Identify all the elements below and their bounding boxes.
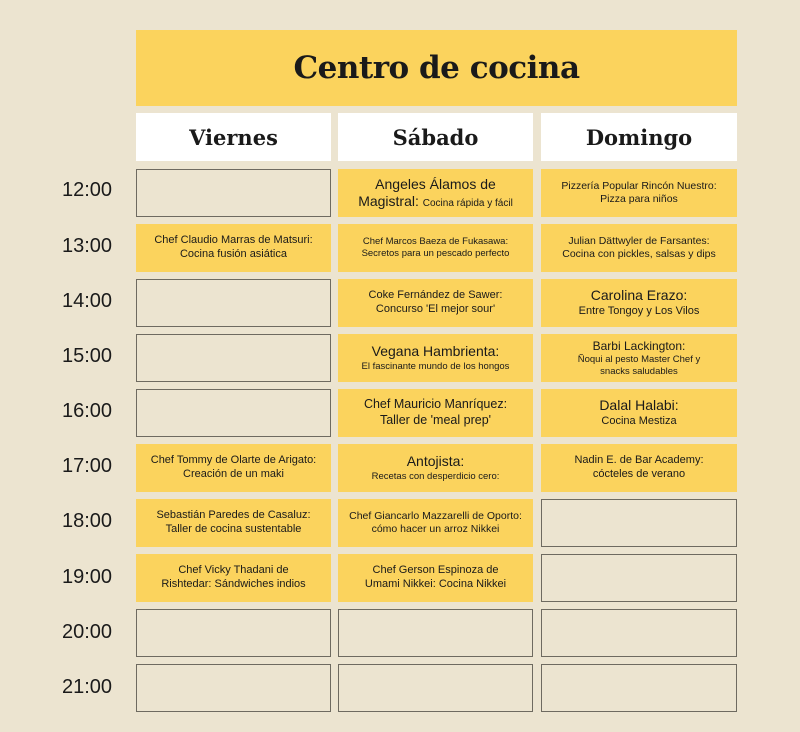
session-card[interactable]	[541, 389, 737, 437]
session-card[interactable]	[541, 334, 737, 382]
session-presenter: Angeles Álamos de	[375, 175, 496, 192]
session-card[interactable]	[541, 279, 737, 327]
session-topic: Magistral: Cocina rápida y fácil	[358, 193, 513, 209]
session-card[interactable]	[338, 499, 533, 547]
session-card[interactable]	[136, 499, 331, 547]
session-presenter: Chef Marcos Baeza de Fukasawa:	[362, 236, 509, 248]
empty-slot	[541, 554, 737, 602]
session-card[interactable]	[136, 554, 331, 602]
session-card[interactable]	[541, 169, 737, 217]
session-topic: Creación de un maki	[183, 468, 284, 480]
session-presenter: Chef Vicky Thadani de	[178, 564, 289, 577]
empty-slot	[136, 664, 331, 712]
day-header-viernes: Viernes	[136, 113, 331, 161]
session-presenter: Carolina Erazo:	[590, 287, 688, 304]
empty-slot	[338, 609, 533, 657]
session-topic: cómo hacer un arroz Nikkei	[371, 523, 500, 535]
session-topic: Rishtedar: Sándwiches indios	[161, 578, 306, 590]
session-topic: Ñoqui al pesto Master Chef y	[577, 353, 701, 365]
session-topic: Concurso 'El mejor sour'	[375, 303, 496, 315]
session-presenter: Coke Fernández de Sawer:	[368, 289, 503, 302]
empty-slot	[136, 389, 331, 437]
session-topic: Pizza para niños	[600, 193, 678, 205]
session-card[interactable]	[338, 279, 533, 327]
session-card[interactable]	[338, 334, 533, 382]
session-presenter: Chef Gerson Espinoza de	[372, 564, 499, 577]
empty-slot	[136, 609, 331, 657]
time-label: 20:00	[62, 621, 113, 643]
session-topic: Cocina con pickles, salsas y dips	[562, 248, 716, 260]
session-topic: Taller de cocina sustentable	[165, 523, 302, 535]
session-presenter: Julian Dättwyler de Farsantes:	[568, 234, 710, 247]
session-topic-continued: snacks saludables	[600, 365, 678, 377]
time-label: 19:00	[62, 566, 113, 588]
session-topic: Recetas con desperdicio cero:	[371, 470, 500, 482]
empty-slot	[541, 499, 737, 547]
day-header-domingo: Domingo	[541, 113, 737, 161]
session-presenter: Barbi Lackington:	[592, 338, 686, 353]
session-card[interactable]	[136, 224, 331, 272]
empty-slot	[136, 279, 331, 327]
title-banner	[136, 30, 737, 106]
session-card[interactable]	[338, 224, 533, 272]
session-presenter: Pizzería Popular Rincón Nuestro:	[561, 179, 717, 192]
session-card[interactable]	[541, 224, 737, 272]
session-topic: Cocina Mestiza	[601, 414, 677, 427]
empty-slot	[136, 334, 331, 382]
session-card[interactable]	[541, 444, 737, 492]
session-topic: Secretos para un pescado perfecto	[361, 248, 510, 259]
session-presenter: Chef Giancarlo Mazzarelli de Oporto:	[349, 509, 522, 522]
session-card[interactable]	[338, 444, 533, 492]
session-presenter: Sebastián Paredes de Casaluz:	[156, 509, 311, 522]
session-presenter: Chef Claudio Marras de Matsuri:	[154, 234, 313, 247]
session-topic: cócteles de verano	[592, 468, 686, 480]
page-title: Centro de cocina	[293, 50, 580, 86]
session-presenter: Chef Mauricio Manríquez:	[363, 397, 508, 412]
time-label: 12:00	[62, 179, 113, 201]
session-presenter: Dalal Halabi:	[599, 397, 679, 414]
session-topic: Taller de 'meal prep'	[379, 413, 492, 427]
session-card[interactable]	[338, 389, 533, 437]
session-card[interactable]	[338, 554, 533, 602]
day-header-sabado: Sábado	[338, 113, 533, 161]
time-label: 21:00	[62, 676, 113, 698]
time-label: 16:00	[62, 400, 113, 422]
session-topic: Entre Tongoy y Los Vilos	[578, 304, 700, 317]
session-topic: Umami Nikkei: Cocina Nikkei	[364, 578, 507, 590]
time-label: 17:00	[62, 455, 113, 477]
time-label: 13:00	[62, 235, 113, 257]
session-presenter: Nadin E. de Bar Academy:	[574, 454, 704, 467]
empty-slot	[136, 169, 331, 217]
session-card[interactable]	[136, 444, 331, 492]
empty-slot	[541, 609, 737, 657]
time-label: 15:00	[62, 345, 113, 367]
session-topic: El fascinante mundo de los hongos	[361, 360, 510, 372]
session-topic: Cocina fusión asiática	[179, 248, 287, 260]
session-presenter: Chef Tommy de Olarte de Arigato:	[150, 454, 317, 467]
empty-slot	[541, 664, 737, 712]
session-presenter: Vegana Hambrienta:	[371, 343, 500, 360]
time-label: 18:00	[62, 510, 113, 532]
time-label: 14:00	[62, 290, 113, 312]
empty-slot	[338, 664, 533, 712]
session-card[interactable]	[338, 169, 533, 217]
session-presenter: Antojista:	[406, 453, 465, 470]
